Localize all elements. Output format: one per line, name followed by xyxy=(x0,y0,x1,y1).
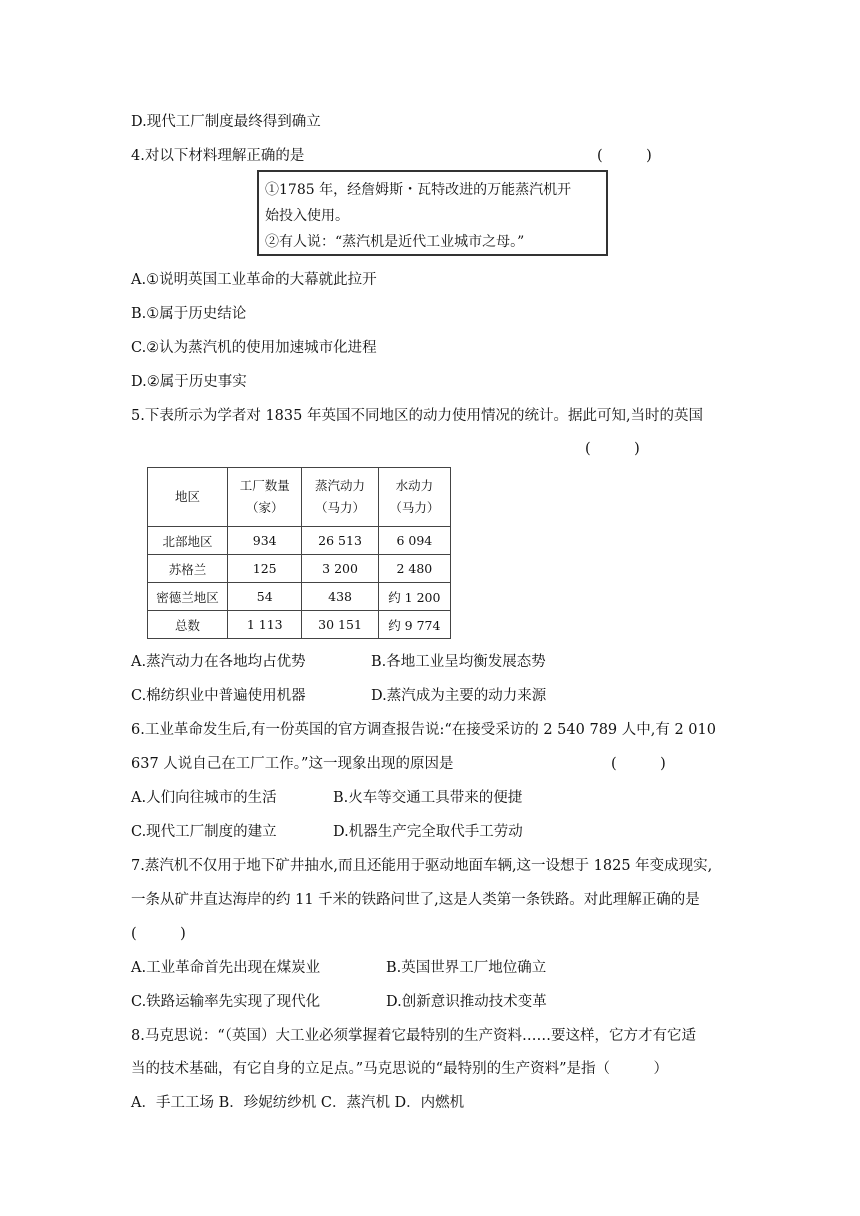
table-cell: 125 xyxy=(227,555,301,583)
material-line-1: ①1785 年，经詹姆斯・瓦特改进的万能蒸汽机开 xyxy=(265,182,572,198)
table-cell: 438 xyxy=(302,583,378,611)
q4-option-a: A.①说明英国工业革命的大幕就此拉开 xyxy=(131,272,377,288)
table-header-row xyxy=(148,468,451,527)
table-cell: 934 xyxy=(227,527,301,555)
q4-material-box xyxy=(257,170,608,256)
q8-options: A．手工工场 B．珍妮纺纱机 C．蒸汽机 D．内燃机 xyxy=(131,1095,465,1111)
q7-option-b: B.英国世界工厂地位确立 xyxy=(386,960,547,976)
power-usage-table xyxy=(147,467,451,639)
q8-stem-line-2: 当的技术基础，有它自身的立足点。”马克思说的“最特别的生产资料”是指（ ） xyxy=(131,1061,668,1077)
table-cell: 30 151 xyxy=(302,611,378,639)
q5-option-a: A.蒸汽动力在各地均占优势 xyxy=(131,654,306,670)
q6-option-c: C.现代工厂制度的建立 xyxy=(131,824,277,840)
q4-option-d: D.②属于历史事实 xyxy=(131,374,247,390)
q4-option-b: B.①属于历史结论 xyxy=(131,306,247,322)
table-cell: 2 480 xyxy=(378,555,450,583)
header-region: 地区 xyxy=(148,468,228,527)
q3-option-d: D.现代工厂制度最终得到确立 xyxy=(131,114,321,130)
q4-stem: 4.对以下材料理解正确的是 xyxy=(131,148,305,164)
q5-option-d: D.蒸汽成为主要的动力来源 xyxy=(371,688,547,704)
table-cell: 54 xyxy=(227,583,301,611)
q6-option-d: D.机器生产完全取代手工劳动 xyxy=(333,824,523,840)
q8-stem-line-1: 8.马克思说：“（英国）大工业必须掌握着它最特别的生产资料……要这样，它方才有它适 xyxy=(131,1028,696,1044)
material-line-2: 始投入使用。 xyxy=(265,208,349,224)
table-cell: 约 1 200 xyxy=(378,583,450,611)
q6-stem-line-1: 6.工业革命发生后,有一份英国的官方调查报告说:“在接受采访的 2 540 789 人中,有 2 010 xyxy=(131,722,716,738)
table-cell: 总数 xyxy=(148,611,228,639)
table-cell: 约 9 774 xyxy=(378,611,450,639)
q5-answer-blank: ( ) xyxy=(585,441,640,457)
table-row xyxy=(148,555,451,583)
q7-stem-line-1: 7.蒸汽机不仅用于地下矿井抽水,而且还能用于驱动地面车辆,这一设想于 1825 年变成现实, xyxy=(131,858,713,874)
q5-option-b: B.各地工业呈均衡发展态势 xyxy=(371,654,546,670)
table-cell: 26 513 xyxy=(302,527,378,555)
q7-option-d: D.创新意识推动技术变革 xyxy=(386,994,547,1010)
table-cell: 1 113 xyxy=(227,611,301,639)
table-cell: 密德兰地区 xyxy=(148,583,228,611)
q7-option-a: A.工业革命首先出现在煤炭业 xyxy=(131,960,321,976)
header-water-power: 水动力 （马力） xyxy=(378,468,450,527)
header-steam-power: 蒸汽动力 （马力） xyxy=(302,468,378,527)
q7-answer-blank: ( ) xyxy=(131,926,186,942)
q7-option-c: C.铁路运输率先实现了现代化 xyxy=(131,994,321,1010)
q6-answer-blank: ( ) xyxy=(611,756,666,772)
table-row xyxy=(148,583,451,611)
q5-stem: 5.下表所示为学者对 1835 年英国不同地区的动力使用情况的统计。据此可知,当时的英国 xyxy=(131,408,704,424)
q4-option-c: C.②认为蒸汽机的使用加速城市化进程 xyxy=(131,340,377,356)
table-cell: 3 200 xyxy=(302,555,378,583)
q6-stem-line-2: 637 人说自己在工厂工作。”这一现象出现的原因是 xyxy=(131,756,454,772)
q6-option-b: B.火车等交通工具带来的便捷 xyxy=(333,790,523,806)
table-cell: 苏格兰 xyxy=(148,555,228,583)
header-factory-count: 工厂数量 （家） xyxy=(227,468,301,527)
table-cell: 6 094 xyxy=(378,527,450,555)
material-line-3: ②有人说：“蒸汽机是近代工业城市之母。” xyxy=(265,234,525,250)
q7-stem-line-2: 一条从矿井直达海岸的约 11 千米的铁路问世了,这是人类第一条铁路。对此理解正确的是 xyxy=(131,892,700,908)
q5-option-c: C.棉纺织业中普遍使用机器 xyxy=(131,688,306,704)
table-row xyxy=(148,611,451,639)
q6-option-a: A.人们向往城市的生活 xyxy=(131,790,277,806)
table-cell: 北部地区 xyxy=(148,527,228,555)
q4-answer-blank: ( ) xyxy=(597,148,652,164)
table-row xyxy=(148,527,451,555)
